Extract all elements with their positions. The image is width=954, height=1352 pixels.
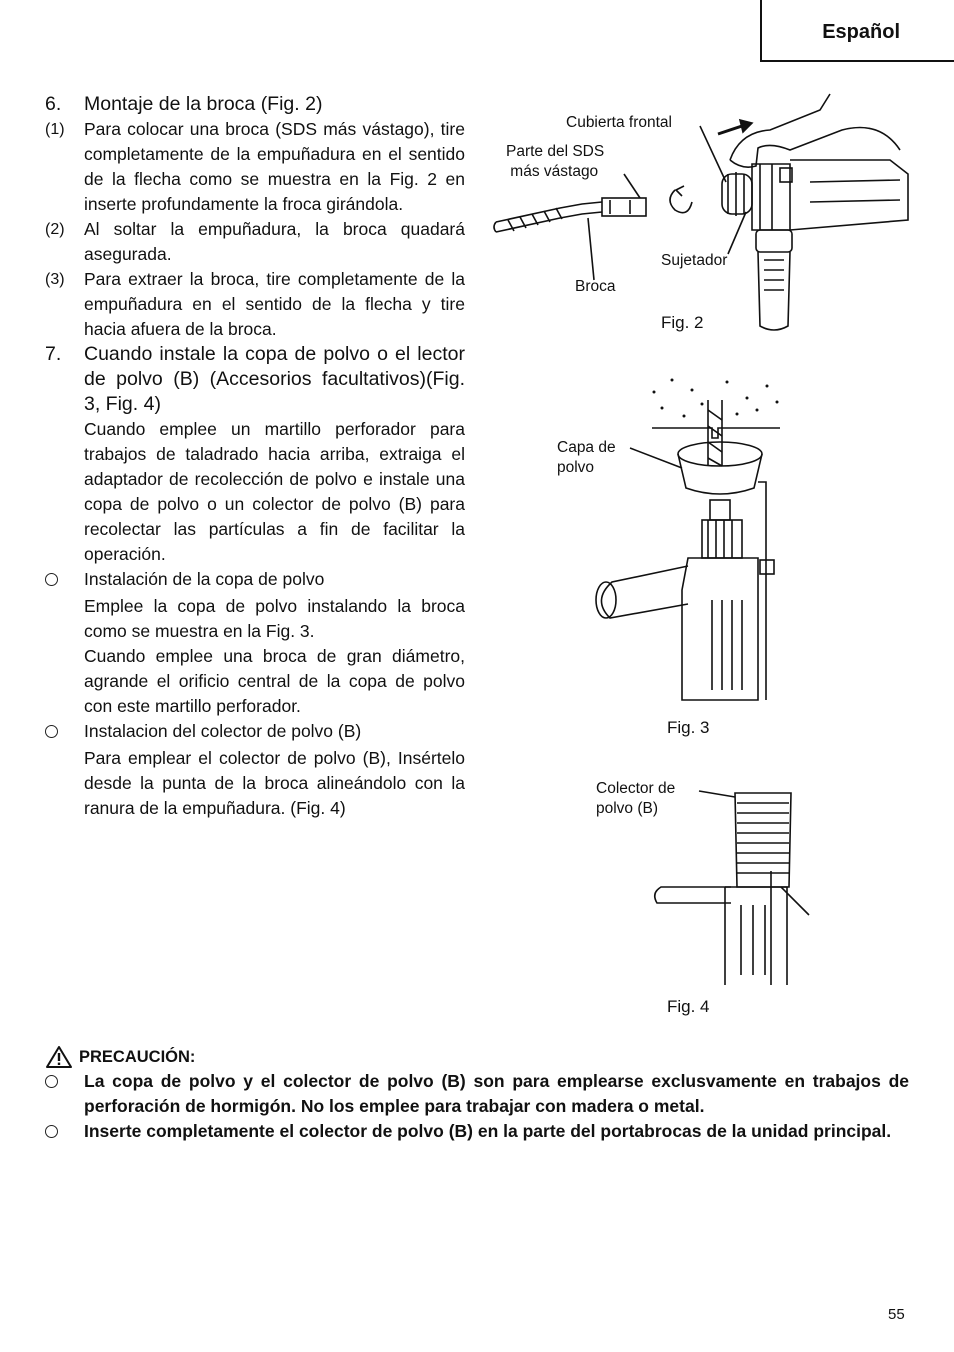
warning-icon <box>45 1045 73 1069</box>
drill-bit-mounting-illustration <box>490 90 920 340</box>
label-front-cover: Cubierta frontal <box>566 114 672 131</box>
label-bit: Broca <box>575 278 616 295</box>
bullet-dust-cup: Instalación de la copa de polvo <box>45 567 465 594</box>
bullet-circle-icon <box>45 1075 58 1088</box>
instructions-column <box>45 92 465 821</box>
section-6-heading: Montaje de la broca (Fig. 2) <box>84 93 323 115</box>
caution-block <box>45 1045 909 1145</box>
caution-title: PRECAUCIÓN: <box>79 1047 196 1066</box>
section-7-heading: Cuando instale la copa de polvo o el lector de polvo (B) (Accesorios facultativos)(Fig. 3, Fig. 4) <box>84 343 465 415</box>
section-6-number: 6. <box>45 93 62 115</box>
bullet-circle-icon <box>45 573 58 586</box>
label-dust-collector: Colector de polvo (B) <box>596 780 676 817</box>
figure-4 <box>595 775 825 1025</box>
section-7-number: 7. <box>45 343 62 365</box>
figure-2-caption: Fig. 2 <box>661 313 704 332</box>
language-tab <box>760 0 954 62</box>
bullet-circle-icon <box>45 1125 58 1138</box>
section-6-item-1: (1) Para colocar una broca (SDS más vástago), tire completamente de la empuñadura en el sentido de la flecha como se muestra en la Fig. 2 en inserte profundamente la froca girándola. <box>45 119 465 214</box>
figure-2 <box>490 90 920 340</box>
dust-collector-para-1: Para emplear el colector de polvo (B), Insértelo desde la punta de la broca alineándolo con la ranura de la empuñadura. (Fig. 4) <box>84 748 465 818</box>
dust-cup-para-2: Cuando emplee una broca de gran diámetro, agrande el orificio central de la copa de polvo con este martillo perforador. <box>84 646 465 716</box>
label-dust-cup: Capa de polvo <box>557 439 616 476</box>
language-label: Español <box>822 21 900 43</box>
bullet-dust-collector: Instalacion del colector de polvo (B) <box>45 719 465 746</box>
caution-item-1: La copa de polvo y el colector de polvo (B) son para emplearse exclusvamente en trabajos de perforación de hormigón. No los emplee para trabajar con madera o metal. <box>45 1069 909 1119</box>
dust-cup-para-1: Emplee la copa de polvo instalando la broca como se muestra en la Fig. 3. <box>84 596 465 641</box>
section-7-title <box>45 342 465 417</box>
section-6-item-3: (3) Para extraer la broca, tire completamente de la empuñadura en el sentido de la flecha y tire hacia afuera de la broca. <box>45 269 465 339</box>
figure-3-caption: Fig. 3 <box>667 718 710 737</box>
label-grip: Sujetador <box>661 252 728 269</box>
dust-cup-illustration <box>552 370 792 740</box>
caution-heading <box>45 1045 909 1069</box>
figure-3 <box>552 370 792 740</box>
section-6-item-2: (2) Al soltar la empuñadura, la broca quadará asegurada. <box>45 219 465 264</box>
label-sds-part: Parte del SDS más vástago <box>506 143 605 180</box>
bullet-circle-icon <box>45 725 58 738</box>
caution-item-2: Inserte completamente el colector de polvo (B) en la parte del portabrocas de la unidad principal. <box>45 1119 909 1145</box>
figure-4-caption: Fig. 4 <box>667 997 710 1016</box>
section-7-intro: Cuando emplee un martillo perforador para trabajos de taladrado hacia arriba, extraiga el adaptador de recolección de polvo e instale una copa de polvo o un colector de polvo (B) para recolectar las partículas a fin de facilitar la operación. <box>84 419 465 564</box>
section-6-title <box>45 92 465 117</box>
page-number: 55 <box>888 1306 905 1323</box>
